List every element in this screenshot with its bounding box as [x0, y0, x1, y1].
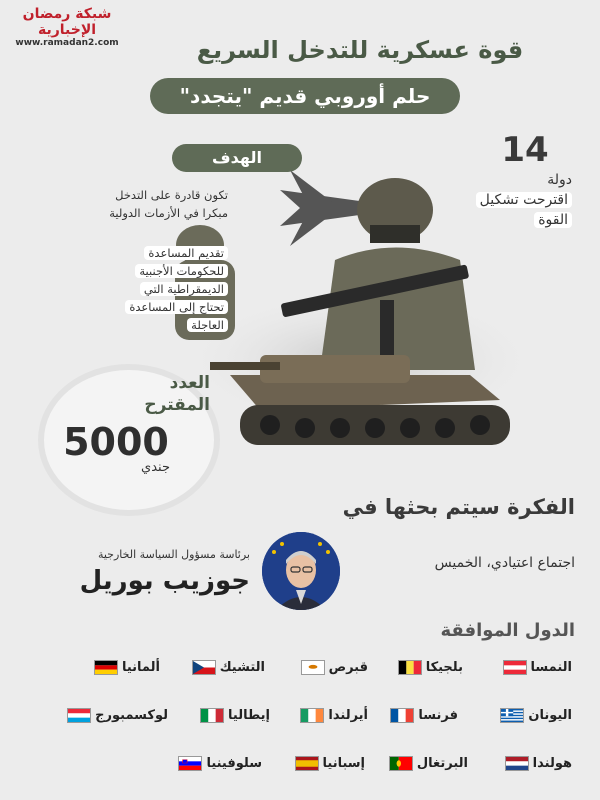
brand-url: www.ramadan2.com: [15, 38, 119, 48]
country-item: [94, 656, 160, 678]
goal-item-2-line: العاجلة: [187, 318, 228, 332]
luxembourg-flag-icon: [67, 708, 91, 723]
country-name: هولندا: [532, 755, 572, 771]
country-name: ألمانيا: [121, 659, 160, 675]
country-item: [389, 752, 468, 774]
proposers-line: دولة: [547, 172, 572, 188]
subtitle-banner: حلم أوروبي قديم "يتجدد": [150, 78, 460, 114]
proposers-label: [420, 170, 572, 230]
country-name: النمسا: [530, 659, 572, 675]
country-item: [505, 752, 572, 774]
goal-item-2-line: تقديم المساعدة: [144, 246, 228, 260]
country-item: [192, 656, 265, 678]
country-item: [503, 656, 572, 678]
goal-item-1-line: تكون قادرة على التدخل: [115, 188, 228, 202]
greece-flag-icon: [500, 708, 524, 723]
idea-heading: الفكرة سيتم بحثها في: [342, 495, 575, 519]
country-item: [300, 704, 368, 726]
proposers-line: القوة: [534, 212, 572, 228]
person-portrait-icon: [262, 532, 340, 610]
chair-prefix: برئاسة مسؤول السياسة الخارجية: [97, 548, 250, 561]
country-item: [295, 752, 366, 774]
proposed-unit: جندي: [141, 460, 170, 475]
proposers-line: اقترحت تشكيل: [476, 192, 572, 208]
italy-flag-icon: [200, 708, 224, 723]
brand-name: شبكة رمضان الإخبارية: [22, 6, 112, 38]
agree-heading: الدول الموافقة: [440, 620, 575, 641]
goal-item-2: [125, 244, 228, 334]
france-flag-icon: [390, 708, 414, 723]
country-name: فرنسا: [418, 707, 458, 723]
ireland-flag-icon: [300, 708, 324, 723]
country-item: [398, 656, 463, 678]
cyprus-flag-icon: [301, 660, 325, 675]
country-name: سلوفينيا: [206, 755, 262, 771]
proposed-value: 5000: [63, 420, 169, 464]
country-name: إيطاليا: [228, 707, 270, 723]
austria-flag-icon: [503, 660, 527, 675]
goal-label: الهدف: [172, 144, 302, 172]
country-item: [301, 656, 368, 678]
germany-flag-icon: [94, 660, 118, 675]
country-name: البرتغال: [416, 755, 468, 771]
portugal-flag-icon: [389, 756, 413, 771]
chair-name: جوزيب بوريل: [79, 566, 250, 596]
country-name: بلجيكا: [425, 659, 463, 675]
goal-item-1: [109, 186, 228, 222]
meeting-info: اجتماع اعتيادي، الخميس: [434, 555, 575, 571]
brand-logo: [8, 6, 126, 46]
proposed-label: [60, 372, 210, 416]
goal-item-2-line: للحكومات الأجنبية: [135, 264, 228, 278]
proposers-count: 14: [501, 130, 549, 170]
goal-item-1-line: مبكرا في الأزمات الدولية: [109, 206, 228, 220]
country-name: إسبانيا: [322, 755, 365, 771]
country-name: التشيك: [219, 659, 265, 675]
belgium-flag-icon: [398, 660, 422, 675]
proposed-line: العدد: [169, 373, 210, 393]
proposed-line: المقترح: [144, 395, 210, 415]
page-title: قوة عسكرية للتدخل السريع: [196, 36, 524, 64]
country-item: [500, 704, 572, 726]
goal-item-2-line: الديمقراطية التي: [140, 282, 228, 296]
country-item: [390, 704, 458, 726]
country-item: [200, 704, 270, 726]
country-name: لوكسمبورج: [95, 707, 168, 723]
country-item: [67, 704, 168, 726]
country-name: أيرلندا: [328, 707, 368, 723]
avatar: [262, 532, 340, 610]
slovenia-flag-icon: [178, 756, 202, 771]
netherlands-flag-icon: [505, 756, 529, 771]
goal-item-2-line: تحتاج إلى المساعدة: [125, 300, 228, 314]
country-item: [178, 752, 262, 774]
country-name: اليونان: [528, 707, 572, 723]
country-name: قبرص: [328, 659, 368, 675]
spain-flag-icon: [295, 756, 319, 771]
czech-flag-icon: [192, 660, 216, 675]
